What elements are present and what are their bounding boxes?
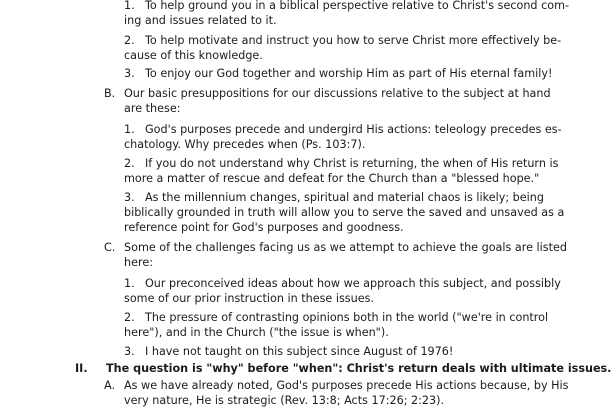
list-item-text: biblically grounded in truth will allow you to serve the saved and unsaved as a (124, 206, 565, 219)
list-item-text: To help ground you in a biblical perspective relative to Christ's second com- (145, 0, 570, 12)
item-text: are these: (124, 102, 181, 115)
item-text: very nature, He is strategic (Rev. 13:8; Acts 17:26; 2:23). (124, 394, 445, 407)
list-item-text: God's purposes precede and undergird His actions: teleology precedes es- (145, 123, 562, 136)
list-item-text: Our preconceived ideas about how we approach this subject, and possibly (145, 277, 561, 290)
list-item-text: here"), and in the Church ("the issue is when"). (124, 326, 389, 339)
list-item-text: chatology. Why precedes when (Ps. 103:7). (124, 138, 366, 151)
list-number: 2. (124, 157, 135, 170)
list-number: 3. (124, 191, 135, 204)
list-number: 2. (124, 34, 135, 47)
section-heading: The question is "why" before "when": Christ's return deals with ultimate issues. (106, 362, 612, 375)
list-number: 2. (124, 311, 135, 324)
list-item-text: more a matter of rescue and defeat for the Church than a "blessed hope." (124, 172, 540, 185)
list-item-text: some of our prior instruction in these issues. (124, 292, 374, 305)
item-letter: B. (104, 87, 116, 100)
list-item-text: ing and issues related to it. (124, 14, 277, 27)
list-number: 1. (124, 0, 135, 12)
list-item-text: The pressure of contrasting opinions both in the world ("we're in control (145, 311, 549, 324)
list-item-text: I have not taught on this subject since August of 1976! (145, 345, 454, 358)
list-number: 3. (124, 67, 135, 80)
item-text: Our basic presuppositions for our discussions relative to the subject at hand (124, 87, 551, 100)
item-text: Some of the challenges facing us as we attempt to achieve the goals are listed (124, 241, 567, 254)
list-number: 1. (124, 277, 135, 290)
list-item-text: reference point for God's purposes and goodness. (124, 221, 404, 234)
list-item-text: To enjoy our God together and worship Him as part of His eternal family! (145, 67, 553, 80)
list-item-text: As the millennium changes, spiritual and material chaos is likely; being (145, 191, 544, 204)
section-numeral: II. (75, 362, 88, 375)
list-item-text: cause of this knowledge. (124, 49, 263, 62)
item-text: As we have already noted, God's purposes precede His actions because, by His (124, 379, 569, 392)
list-item-text: If you do not understand why Christ is returning, the when of His return is (145, 157, 559, 170)
item-text: here: (124, 256, 153, 269)
list-number: 1. (124, 123, 135, 136)
list-item-text: To help motivate and instruct you how to serve Christ more effectively be- (145, 34, 562, 47)
item-letter: A. (104, 379, 116, 392)
item-letter: C. (104, 241, 116, 254)
list-number: 3. (124, 345, 135, 358)
